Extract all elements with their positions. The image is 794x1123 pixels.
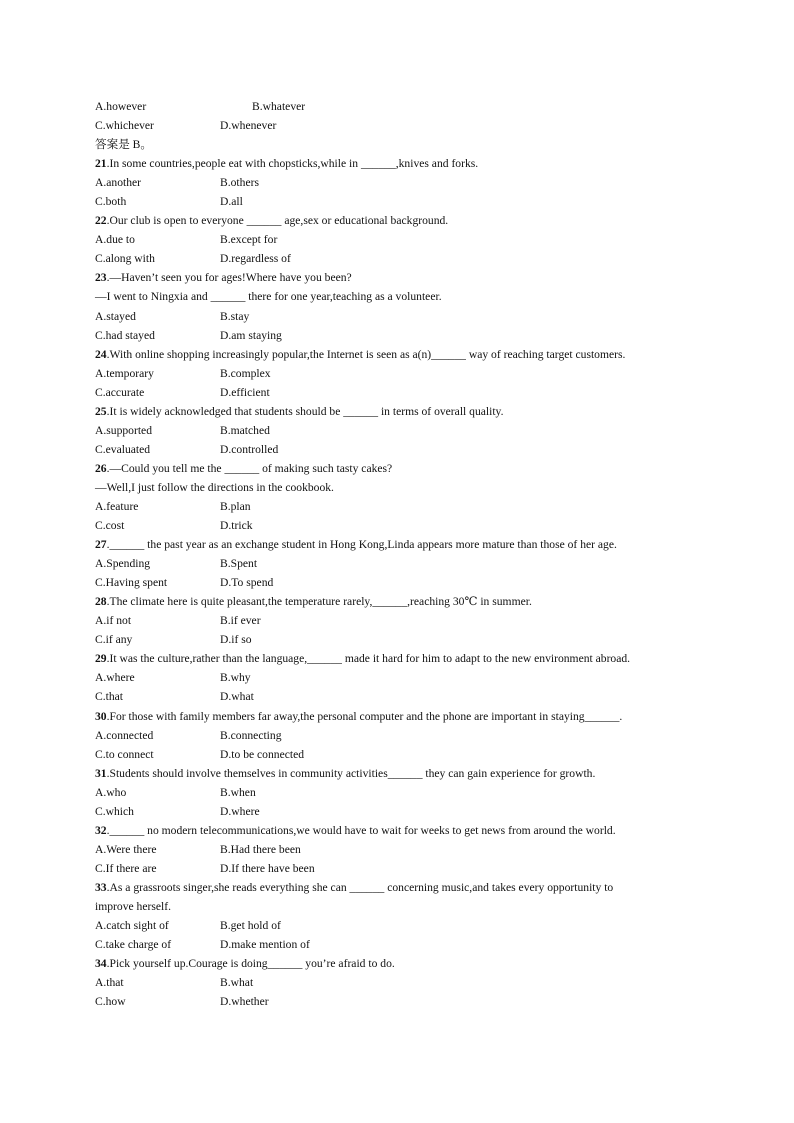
option-row <box>95 611 715 630</box>
option: A.due to <box>95 233 135 247</box>
option: D.trick <box>220 519 253 533</box>
stem-text: .Our club is open to everyone ______ age,sex or educational background. <box>106 214 449 228</box>
option: D.If there have been <box>220 861 315 875</box>
question-stem <box>95 154 715 173</box>
option-row <box>95 116 715 135</box>
option: D.if so <box>220 633 252 647</box>
option: A.catch sight of <box>95 919 169 933</box>
option: D.regardless of <box>220 252 291 266</box>
answer-note: 答案是 B。 <box>95 138 153 152</box>
option-row <box>95 383 715 402</box>
option: C.accurate <box>95 385 145 399</box>
option-row <box>95 630 715 649</box>
option-row <box>95 668 715 687</box>
option: B.whatever <box>252 100 306 113</box>
option: A.another <box>95 176 142 190</box>
stem-continuation: —I went to Ningxia and ______ there for one year,teaching as a volunteer. <box>95 290 442 304</box>
option: C.If there are <box>95 861 157 875</box>
stem-text: .For those with family members far away,the personal computer and the phone are important in staying______. <box>106 709 623 723</box>
stem-text: .The climate here is quite pleasant,the temperature rarely,______,reaching 30℃ in summer. <box>106 595 532 609</box>
option: C.to connect <box>95 747 154 761</box>
question-number: 34 <box>95 957 107 971</box>
stem-text: .______ the past year as an exchange student in Hong Kong,Linda appears more mature than those of her age. <box>106 538 617 552</box>
option: B.except for <box>220 233 278 247</box>
question-number: 26 <box>95 461 107 475</box>
question-number: 33 <box>95 880 107 894</box>
stem-text: .It was the culture,rather than the language,______ made it hard for him to adapt to the new environment abroad. <box>106 652 631 666</box>
option-row <box>95 364 715 383</box>
question-number: 28 <box>95 595 107 609</box>
option: A.Were there <box>95 842 157 856</box>
option-row <box>95 421 715 440</box>
question-stem <box>95 402 715 421</box>
option: A.however <box>95 100 147 113</box>
option: A.stayed <box>95 309 136 323</box>
option-row <box>95 307 715 326</box>
option: B.plan <box>220 499 251 513</box>
option-row <box>95 326 715 345</box>
question-stem <box>95 211 715 230</box>
option-row <box>95 192 715 211</box>
stem-text: .______ no modern telecommunications,we would have to wait for weeks to get news from around the world. <box>106 823 616 837</box>
option: B.Spent <box>220 557 258 571</box>
option: D.make mention of <box>220 938 310 952</box>
question-stem <box>95 649 715 668</box>
stem-continuation: —Well,I just follow the directions in the cookbook. <box>95 480 334 494</box>
option-row <box>95 916 715 935</box>
option-row <box>95 497 715 516</box>
option-row <box>95 840 715 859</box>
option: A.feature <box>95 499 139 513</box>
stem-continuation: improve herself. <box>95 899 171 913</box>
option: B.if ever <box>220 614 261 628</box>
option: C.how <box>95 995 126 1009</box>
option-row <box>95 687 715 706</box>
question-stem <box>95 345 715 364</box>
option: A.supported <box>95 423 152 437</box>
option-row <box>95 230 715 249</box>
question-stem <box>95 707 715 726</box>
option: D.whenever <box>220 119 277 133</box>
option: B.when <box>220 785 256 799</box>
option: B.others <box>220 176 259 190</box>
option-row <box>95 973 715 992</box>
option: C.Having spent <box>95 576 168 590</box>
option: C.along with <box>95 252 155 266</box>
question-number: 27 <box>95 538 107 552</box>
option-row <box>95 249 715 268</box>
stem-text: .Pick yourself up.Courage is doing______ you’re afraid to do. <box>106 957 395 971</box>
question-stem <box>95 764 715 783</box>
option: C.cost <box>95 519 125 533</box>
question-number: 21 <box>95 157 107 171</box>
option: B.Had there been <box>220 842 301 856</box>
option-row <box>95 97 715 116</box>
option: B.why <box>220 671 251 685</box>
stem-text: .—Could you tell me the ______ of making such tasty cakes? <box>106 461 393 475</box>
question-number: 24 <box>95 347 107 361</box>
option: B.what <box>220 976 254 990</box>
option-row <box>95 173 715 192</box>
option: C.both <box>95 195 127 209</box>
option-row <box>95 992 715 1011</box>
option: A.that <box>95 976 124 990</box>
stem-text: .As a grassroots singer,she reads everything she can ______ concerning music,and takes every opportunity to <box>106 880 614 894</box>
option: D.whether <box>220 995 269 1009</box>
option: C.if any <box>95 633 133 647</box>
stem-text: .Students should involve themselves in community activities______ they can gain experience for growth. <box>106 766 596 780</box>
option: A.connected <box>95 728 154 742</box>
option: D.am staying <box>220 328 282 342</box>
stem-text: .It is widely acknowledged that students should be ______ in terms of overall quality. <box>106 404 504 418</box>
question-stem <box>95 459 715 478</box>
question-number: 32 <box>95 823 107 837</box>
question-number: 30 <box>95 709 107 723</box>
option: C.take charge of <box>95 938 172 952</box>
option-row <box>95 516 715 535</box>
option: C.evaluated <box>95 442 151 456</box>
option-row <box>95 745 715 764</box>
option: B.stay <box>220 309 250 323</box>
option: A.Spending <box>95 557 151 571</box>
option-row <box>95 573 715 592</box>
option: D.To spend <box>220 576 274 590</box>
option: D.efficient <box>220 385 270 399</box>
question-stem <box>95 821 715 840</box>
stem-text: .With online shopping increasingly popular,the Internet is seen as a(n)______ way of reaching target customers. <box>106 347 626 361</box>
option-row <box>95 440 715 459</box>
question-number: 23 <box>95 271 107 285</box>
option-row <box>95 935 715 954</box>
question-number: 29 <box>95 652 107 666</box>
option: C.which <box>95 804 134 818</box>
option: C.whichever <box>95 119 154 133</box>
question-stem <box>95 592 715 611</box>
question-number: 25 <box>95 404 107 418</box>
option: B.matched <box>220 423 270 437</box>
option-row <box>95 554 715 573</box>
question-stem <box>95 954 715 973</box>
option: B.get hold of <box>220 919 281 933</box>
stem-text: .—Haven’t seen you for ages!Where have you been? <box>106 271 352 285</box>
question-number: 22 <box>95 214 107 228</box>
option: D.to be connected <box>220 747 305 761</box>
option: A.temporary <box>95 366 154 380</box>
option: C.that <box>95 690 124 704</box>
option: C.had stayed <box>95 328 155 342</box>
option: D.where <box>220 804 260 818</box>
option: A.if not <box>95 614 132 628</box>
question-stem <box>95 535 715 554</box>
question-number: 31 <box>95 766 107 780</box>
option-row <box>95 802 715 821</box>
option-row <box>95 783 715 802</box>
option: B.complex <box>220 366 271 380</box>
option: A.who <box>95 785 127 799</box>
stem-text: .In some countries,people eat with chopsticks,while in ______,knives and forks. <box>106 157 479 171</box>
option: D.what <box>220 690 254 704</box>
question-stem <box>95 878 715 897</box>
option-row <box>95 726 715 745</box>
option: D.controlled <box>220 442 279 456</box>
option: D.all <box>220 195 243 209</box>
option: B.connecting <box>220 728 282 742</box>
worksheet <box>95 97 715 1011</box>
option-row <box>95 859 715 878</box>
option: A.where <box>95 671 135 685</box>
question-stem <box>95 268 715 287</box>
